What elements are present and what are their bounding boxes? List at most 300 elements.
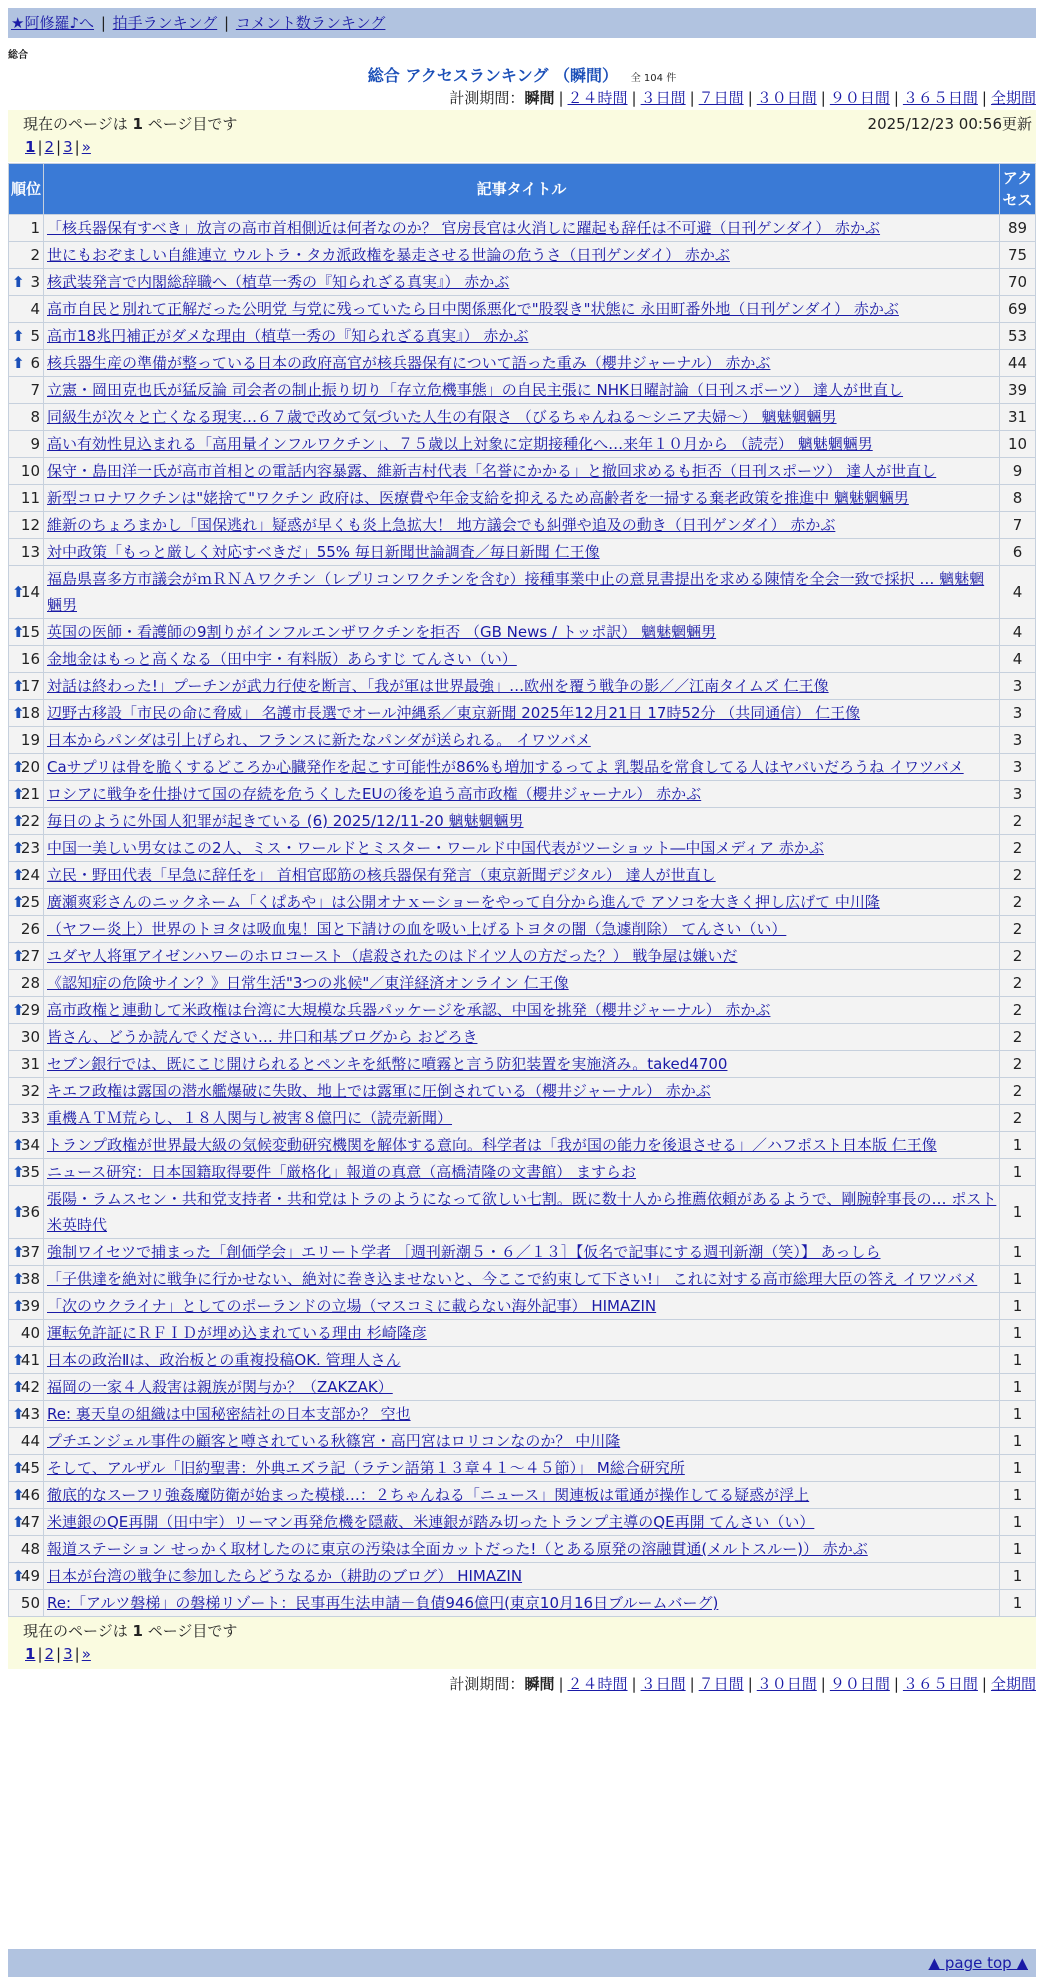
table-row <box>9 1186 1036 1239</box>
next-page-link[interactable]: » <box>81 1645 91 1663</box>
article-title-link[interactable]: Re:「アルツ磐梯」の磐梯リゾート：民事再生法申請－負債946億円(東京10月16日ブルームバーグ) <box>47 1594 719 1612</box>
rank-number: 2 <box>30 246 40 264</box>
rank-number: 17 <box>20 677 40 695</box>
rank-number: 12 <box>20 516 40 534</box>
title-cell <box>44 1293 1000 1320</box>
rank-number: 39 <box>20 1297 40 1315</box>
rank-cell <box>9 889 44 916</box>
rank-cell <box>9 431 44 458</box>
up-arrow-icon: ⬆ <box>12 947 25 965</box>
rank-cell <box>9 781 44 808</box>
table-row <box>9 458 1036 485</box>
title-cell <box>44 727 1000 754</box>
period-separator: | <box>981 1675 987 1693</box>
rank-cell <box>9 646 44 673</box>
access-count: 1 <box>1000 1428 1036 1455</box>
rank-number: 45 <box>20 1459 40 1477</box>
table-row <box>9 377 1036 404</box>
article-title-link[interactable]: 高市18兆円補正がダメな理由（植草一秀の『知られざる真実』） 赤かぶ <box>47 327 529 345</box>
up-arrow-icon: ⬆ <box>12 354 25 372</box>
period-selector-top <box>449 87 1036 108</box>
article-title-link[interactable]: 強制ワイセツで捕まった「創価学会」エリート学者 ［週刊新潮５・６／１３］【仮名で記事にする週刊新潮（笑）】 あっしら <box>47 1243 881 1261</box>
rank-number: 16 <box>20 650 40 668</box>
up-arrow-icon: ⬆ <box>12 785 25 803</box>
rank-cell <box>9 835 44 862</box>
table-row <box>9 1078 1036 1105</box>
up-arrow-icon: ⬆ <box>12 1513 25 1531</box>
access-count: 1 <box>1000 1239 1036 1266</box>
article-title-link[interactable]: トランプ政権が世界最大級の気候変動研究機関を解体する意向。科学者は「我が国の能力を後退させる」／ハフポスト日本版 仁王像 <box>47 1136 937 1154</box>
access-count: 7 <box>1000 512 1036 539</box>
article-title-link[interactable]: プチエンジェル事件の顧客と噂されている秋篠宮・高円宮はロリコンなのか？ 中川隆 <box>47 1432 621 1450</box>
access-count: 39 <box>1000 377 1036 404</box>
title-cell <box>44 619 1000 646</box>
rank-number: 46 <box>20 1486 40 1504</box>
table-row <box>9 943 1036 970</box>
title-cell <box>44 700 1000 727</box>
page-link[interactable]: 2 <box>44 138 55 156</box>
rank-number: 14 <box>20 583 40 601</box>
applause-ranking-link[interactable]: 拍手ランキング <box>112 14 218 32</box>
page-separator: | <box>74 1645 80 1663</box>
title-cell <box>44 458 1000 485</box>
comment-ranking-link[interactable]: コメント数ランキング <box>235 14 386 32</box>
rank-cell <box>9 673 44 700</box>
article-title-link[interactable]: キエフ政権は露国の潜水艦爆破に失敗、地上では露軍に圧倒されている（櫻井ジャーナル） 赤かぶ <box>47 1082 711 1100</box>
up-arrow-icon: ⬆ <box>12 273 25 291</box>
access-count: 1 <box>1000 1509 1036 1536</box>
access-count: 4 <box>1000 566 1036 619</box>
table-row <box>9 970 1036 997</box>
table-row <box>9 916 1036 943</box>
access-count: 2 <box>1000 943 1036 970</box>
article-title-link[interactable]: 徹底的なスーフリ強姦魔防衛が始まった模様…：２ちゃんねる「ニュース」関連板は電通が操作してる疑惑が浮上 <box>47 1486 810 1504</box>
period-current: 瞬間 <box>524 89 555 107</box>
article-title-link[interactable]: 対中政策「もっと厳しく対応すべきだ」55% 毎日新聞世論調査／毎日新聞 仁王像 <box>47 543 600 561</box>
period-separator: | <box>689 1675 695 1693</box>
article-title-link[interactable]: 日本の政治Ⅱは、政治板との重複投稿OK. 管理人さん <box>47 1351 401 1369</box>
access-count: 75 <box>1000 242 1036 269</box>
article-title-link[interactable]: 対話は終わった!」プーチンが武力行使を断言、「我が軍は世界最強」…欧州を覆う戦争の影／／江南タイムズ 仁王像 <box>47 677 829 695</box>
page-separator: | <box>74 138 80 156</box>
rank-number: 49 <box>20 1567 40 1585</box>
rank-column-header: 順位 <box>9 164 44 215</box>
article-title-link[interactable]: 立憲・岡田克也氏が猛反論 司会者の制止振り切り「存立危機事態」の自民主張に NHK日曜討論（日刊スポーツ） 達人が世直し <box>47 381 904 399</box>
page-status-suffix: ページ目です <box>142 1622 238 1640</box>
up-arrow-icon: ⬆ <box>12 758 25 776</box>
title-cell <box>44 889 1000 916</box>
period-separator: | <box>747 1675 753 1693</box>
article-title-link[interactable]: 福島県喜多方市議会がｍＲＮＡワクチン（レプリコンワクチンを含む）接種事業中止の意見書提出を求める陳情を全会一致で採択 … 魑魅魍魎男 <box>47 570 985 614</box>
table-row <box>9 566 1036 619</box>
access-count: 2 <box>1000 970 1036 997</box>
article-title-link[interactable]: 廣瀬爽彩さんのニックネーム「くぱあや」は公開オナｘーショーをやって自分から進んで アソコを大きく押し広げて 中川隆 <box>47 893 880 911</box>
title-cell <box>44 781 1000 808</box>
top-nav-bar <box>8 8 1036 38</box>
period-option-link[interactable]: ３０日間 <box>756 1675 817 1693</box>
title-cell <box>44 539 1000 566</box>
rank-cell <box>9 485 44 512</box>
period-separator: | <box>558 89 564 107</box>
rank-cell <box>9 1509 44 1536</box>
period-separator: | <box>558 1675 564 1693</box>
rank-cell <box>9 916 44 943</box>
article-title-link[interactable]: 「核兵器保有すべき」放言の高市首相側近は何者なのか？ 官房長官は火消しに躍起も辞任は不可避（日刊ゲンダイ） 赤かぶ <box>47 219 881 237</box>
page-separator: | <box>37 1645 43 1663</box>
article-title-link[interactable]: 皆さん、どうか読んでください… 井口和基ブログから おどろき <box>47 1028 478 1046</box>
table-row <box>9 808 1036 835</box>
table-row <box>9 1024 1036 1051</box>
rank-number: 35 <box>20 1163 40 1181</box>
access-count: 1 <box>1000 1482 1036 1509</box>
up-arrow-icon: ⬆ <box>12 1378 25 1396</box>
article-title-link[interactable]: 毎日のように外国人犯罪が起きている (6) 2025/12/11-20 魑魅魍魎男 <box>47 812 524 830</box>
article-title-link[interactable]: 立民・野田代表「早急に辞任を」 首相官邸筋の核兵器保有発言（東京新聞デジタル） 達人が世直し <box>47 866 716 884</box>
nav-separator: | <box>224 14 230 32</box>
rank-number: 28 <box>20 974 40 992</box>
rank-cell <box>9 997 44 1024</box>
up-arrow-icon: ⬆ <box>12 812 25 830</box>
article-title-link[interactable]: 張陽・ラムスセン・共和党支持者・共和党はトラのようになって欲しい七割。既に数十人から推薦依頼があるようで、剛腕幹事長の… ポスト米英時代 <box>47 1190 997 1234</box>
rank-number: 9 <box>30 435 40 453</box>
access-count: 1 <box>1000 1159 1036 1186</box>
table-row <box>9 539 1036 566</box>
up-arrow-icon: ⬆ <box>12 1351 25 1369</box>
rank-cell <box>9 1401 44 1428</box>
access-count: 1 <box>1000 1455 1036 1482</box>
asyura-home-link[interactable]: ★阿修羅♪へ <box>11 14 95 32</box>
rank-number: 21 <box>20 785 40 803</box>
access-count: 1 <box>1000 1374 1036 1401</box>
article-title-link[interactable]: 重機ＡＴＭ荒らし、１８人関与し被害８億円に（読売新聞） <box>47 1109 453 1127</box>
period-option-link[interactable]: ９０日間 <box>829 89 890 107</box>
article-title-link[interactable]: 運転免許証にＲＦＩＤが埋め込まれている理由 杉崎隆彦 <box>47 1324 427 1342</box>
period-option-link[interactable]: ７日間 <box>698 1675 744 1693</box>
rank-cell <box>9 1186 44 1239</box>
rank-cell <box>9 1320 44 1347</box>
title-cell <box>44 1455 1000 1482</box>
title-cell <box>44 215 1000 242</box>
page-link[interactable]: 3 <box>63 138 73 156</box>
page-top-link[interactable]: ▲ page top ▲ <box>928 1954 1028 1972</box>
access-count: 2 <box>1000 1051 1036 1078</box>
article-title-link[interactable]: 高市政権と連動して米政権は台湾に大規模な兵器パッケージを承認、中国を挑発（櫻井ジャーナル） 赤かぶ <box>47 1001 771 1019</box>
title-cell <box>44 943 1000 970</box>
rank-cell <box>9 700 44 727</box>
title-cell <box>44 431 1000 458</box>
footer-bar <box>8 1949 1036 1977</box>
title-cell <box>44 350 1000 377</box>
rank-cell <box>9 296 44 323</box>
period-option-link[interactable]: ３０日間 <box>756 89 817 107</box>
table-row <box>9 1428 1036 1455</box>
up-arrow-icon: ⬆ <box>12 1405 25 1423</box>
up-arrow-icon: ⬆ <box>12 1203 25 1221</box>
period-option-link[interactable]: ２４時間 <box>567 1675 628 1693</box>
title-cell <box>44 997 1000 1024</box>
title-column-header: 記事タイトル <box>44 164 1000 215</box>
article-title-link[interactable]: ユダヤ人将軍アイゼンハワーのホロコースト（虐殺されたのはドイツ人の方だった？） 戦争屋は嫌いだ <box>47 947 738 965</box>
access-count: 69 <box>1000 296 1036 323</box>
up-arrow-icon: ⬆ <box>12 704 25 722</box>
period-option-link[interactable]: ９０日間 <box>829 1675 890 1693</box>
next-page-link[interactable]: » <box>81 138 91 156</box>
table-row <box>9 1482 1036 1509</box>
table-row <box>9 350 1036 377</box>
period-option-link[interactable]: ２４時間 <box>567 89 628 107</box>
period-option-link[interactable]: ３６５日間 <box>902 89 978 107</box>
access-count: 2 <box>1000 835 1036 862</box>
table-row <box>9 1159 1036 1186</box>
rank-number: 25 <box>20 893 40 911</box>
rank-cell <box>9 1536 44 1563</box>
rank-number: 13 <box>20 543 40 561</box>
period-separator: | <box>893 89 899 107</box>
rank-cell <box>9 1482 44 1509</box>
current-page-number: 1 <box>132 1622 143 1640</box>
page-status-prefix: 現在のページは <box>23 1622 133 1640</box>
rank-number: 31 <box>20 1055 40 1073</box>
period-label: 計測期間： <box>449 1675 525 1693</box>
rank-number: 32 <box>20 1082 40 1100</box>
title-cell <box>44 1374 1000 1401</box>
table-row <box>9 862 1036 889</box>
up-arrow-icon: ⬆ <box>12 1243 25 1261</box>
period-selector-bottom <box>449 1673 1036 1694</box>
rank-number: 4 <box>30 300 40 318</box>
access-count: 1 <box>1000 1186 1036 1239</box>
period-option-link[interactable]: ３日間 <box>640 89 686 107</box>
period-separator: | <box>981 89 987 107</box>
table-row <box>9 1347 1036 1374</box>
up-arrow-icon: ⬆ <box>12 623 25 641</box>
page-link[interactable]: 1 <box>25 138 36 156</box>
table-row <box>9 431 1036 458</box>
up-arrow-icon: ⬆ <box>12 1486 25 1504</box>
up-arrow-icon: ⬆ <box>12 1297 25 1315</box>
article-title-link[interactable]: 金地金はもっと高くなる（田中宇・有料版）あらすじ てんさい（い） <box>47 650 517 668</box>
rank-number: 47 <box>20 1513 40 1531</box>
article-title-link[interactable]: そして、アルザル「旧約聖書：外典エズラ記（ラテン語第１３章４１～４５節）」 M総合研究所 <box>47 1459 685 1477</box>
article-title-link[interactable]: ロシアに戦争を仕掛けて国の存続を危うくしたEUの後を追う高市政権（櫻井ジャーナル） 赤かぶ <box>47 785 702 803</box>
rank-cell <box>9 1347 44 1374</box>
rank-cell <box>9 1078 44 1105</box>
period-separator: | <box>631 1675 637 1693</box>
access-count: 1 <box>1000 1536 1036 1563</box>
access-count: 1 <box>1000 1293 1036 1320</box>
current-page-number: 1 <box>132 115 143 133</box>
ranking-table <box>8 163 1036 1617</box>
rank-cell <box>9 1266 44 1293</box>
article-title-link[interactable]: 核兵器生産の準備が整っている日本の政府高官が核兵器保有について語った重み（櫻井ジャーナル） 赤かぶ <box>47 354 771 372</box>
table-row <box>9 1401 1036 1428</box>
article-title-link[interactable]: 報道ステーション せっかく取材したのに東京の汚染は全面カットだった!（とある原発の溶融貫通(メルトスルー)） 赤かぶ <box>47 1540 868 1558</box>
article-title-link[interactable]: Caサプリは骨を脆くするどころか心臓発作を起こす可能性が86%も増加するってよ 乳製品を常食してる人はヤバいだろうね イワツバメ <box>47 758 964 776</box>
table-row <box>9 1293 1036 1320</box>
article-title-link[interactable]: 新型コロナワクチンは"姥捨て"ワクチン 政府は、医療費や年金支給を抑えるため高齢者を一掃する棄老政策を推進中 魑魅魍魎男 <box>47 489 909 507</box>
article-title-link[interactable]: 高市自民と別れて正解だった公明党 与党に残っていたら日中関係悪化で"股裂き"状態に 永田町番外地（日刊ゲンダイ） 赤かぶ <box>47 300 899 318</box>
article-title-link[interactable]: ニュース研究：日本国籍取得要件「厳格化」報道の真意（高橋清隆の文書館） ますらお <box>47 1163 637 1181</box>
article-title-link[interactable]: 日本が台湾の戦争に参加したらどうなるか（耕助のブログ） HIMAZIN <box>47 1567 523 1585</box>
page-status-suffix: ページ目です <box>142 115 238 133</box>
title-cell <box>44 1401 1000 1428</box>
table-row <box>9 242 1036 269</box>
access-count: 89 <box>1000 215 1036 242</box>
rank-cell <box>9 1374 44 1401</box>
rank-cell <box>9 1159 44 1186</box>
title-cell <box>44 1186 1000 1239</box>
access-count: 1 <box>1000 1132 1036 1159</box>
access-count: 9 <box>1000 458 1036 485</box>
rank-cell <box>9 350 44 377</box>
title-cell <box>44 835 1000 862</box>
article-title-link[interactable]: 日本からパンダは引上げられ、フランスに新たなパンダが送られる。 イワツバメ <box>47 731 591 749</box>
table-row <box>9 889 1036 916</box>
period-option-link[interactable]: 全期間 <box>990 89 1036 107</box>
period-option-link[interactable]: 全期間 <box>990 1675 1036 1693</box>
title-cell <box>44 1428 1000 1455</box>
nav-separator: | <box>100 14 106 32</box>
period-option-link[interactable]: ７日間 <box>698 89 744 107</box>
table-row <box>9 727 1036 754</box>
table-header-row <box>9 164 1036 215</box>
article-title-link[interactable]: 「子供達を絶対に戦争に行かせない、絶対に巻き込ませないと、今ここで約束して下さい!」 これに対する高市総理大臣の答え イワツバメ <box>47 1270 978 1288</box>
article-title-link[interactable]: 高い有効性見込まれる「高用量インフルワクチン」、７５歳以上対象に定期接種化へ…来年１０月から （読売） 魑魅魍魎男 <box>47 435 873 453</box>
title-cell <box>44 377 1000 404</box>
title-cell <box>44 808 1000 835</box>
access-count: 1 <box>1000 1563 1036 1590</box>
page-link[interactable]: 3 <box>63 1645 73 1663</box>
access-count: 6 <box>1000 539 1036 566</box>
title-cell <box>44 1482 1000 1509</box>
rank-cell <box>9 1455 44 1482</box>
access-count: 2 <box>1000 1078 1036 1105</box>
access-count: 2 <box>1000 889 1036 916</box>
rank-cell <box>9 1563 44 1590</box>
access-count: 1 <box>1000 1347 1036 1374</box>
rank-number: 20 <box>20 758 40 776</box>
page-title: 総合 アクセスランキング （瞬間） <box>367 66 618 85</box>
rank-number: 33 <box>20 1109 40 1127</box>
title-cell <box>44 1590 1000 1617</box>
article-title-link[interactable]: 保守・島田洋一氏が高市首相との電話内容暴露、維新吉村代表「名誉にかかる」と撤回求めるも拒否（日刊スポーツ） 達人が世直し <box>47 462 937 480</box>
table-row <box>9 1320 1036 1347</box>
title-cell <box>44 1105 1000 1132</box>
access-count: 1 <box>1000 1401 1036 1428</box>
access-count: 2 <box>1000 808 1036 835</box>
table-row <box>9 1509 1036 1536</box>
rank-cell <box>9 1132 44 1159</box>
updated-timestamp: 2025/12/23 00:56更新 <box>867 115 1032 133</box>
rank-cell <box>9 1293 44 1320</box>
up-arrow-icon: ⬆ <box>12 677 25 695</box>
rank-number: 7 <box>30 381 40 399</box>
period-current: 瞬間 <box>524 1675 555 1693</box>
access-count: 2 <box>1000 997 1036 1024</box>
rank-number: 37 <box>20 1243 40 1261</box>
table-row <box>9 997 1036 1024</box>
title-cell <box>44 970 1000 997</box>
title-cell <box>44 1132 1000 1159</box>
table-row <box>9 754 1036 781</box>
title-cell <box>44 404 1000 431</box>
title-cell <box>44 754 1000 781</box>
rank-number: 36 <box>20 1203 40 1221</box>
title-cell <box>44 566 1000 619</box>
rank-number: 22 <box>20 812 40 830</box>
rank-cell <box>9 1239 44 1266</box>
rank-number: 5 <box>30 327 40 345</box>
rank-number: 27 <box>20 947 40 965</box>
article-title-link[interactable]: （ヤフー炎上）世界のトヨタは吸血鬼！国と下請けの血を吸い上げるトヨタの闇（急遽削除） てんさい（い） <box>47 920 787 938</box>
article-title-link[interactable]: 辺野古移設「市民の命に脅威」 名護市長選でオール沖縄系／東京新聞 2025年12月21日 17時52分 （共同通信） 仁王像 <box>47 704 861 722</box>
table-row <box>9 485 1036 512</box>
period-separator: | <box>747 89 753 107</box>
article-title-link[interactable]: 同級生が次々と亡くなる現実…６７歳で改めて気づいた人生の有限さ （びるちゃんねる～シニア夫婦～） 魑魅魍魎男 <box>47 408 837 426</box>
rank-number: 6 <box>30 354 40 372</box>
table-row <box>9 646 1036 673</box>
article-title-link[interactable]: 「次のウクライナ」としてのポーランドの立場（マスコミに載らない海外記事） HIMAZIN <box>47 1297 657 1315</box>
rank-cell <box>9 404 44 431</box>
rank-number: 8 <box>30 408 40 426</box>
table-row <box>9 512 1036 539</box>
table-row <box>9 781 1036 808</box>
article-title-link[interactable]: Re: 裏天皇の組織は中国秘密結社の日本支部か？ 空也 <box>47 1405 411 1423</box>
rank-number: 26 <box>20 920 40 938</box>
page-link[interactable]: 1 <box>25 1645 36 1663</box>
article-title-link[interactable]: 米連銀のQE再開（田中宇）リーマン再発危機を隠蔽、米連銀が踏み切ったトランプ主導のQE再開 てんさい（い） <box>47 1513 815 1531</box>
access-column-header: アクセス <box>1000 164 1036 215</box>
period-option-link[interactable]: ３６５日間 <box>902 1675 978 1693</box>
page-status <box>23 1620 1021 1643</box>
article-title-link[interactable]: セブン銀行では、既にこじ開けられるとペンキを紙幣に噴霧と言う防犯装置を実施済み。taked4700 <box>47 1055 728 1073</box>
rank-cell <box>9 1051 44 1078</box>
page-link[interactable]: 2 <box>44 1645 55 1663</box>
rank-number: 10 <box>20 462 40 480</box>
article-title-link[interactable]: 中国一美しい男女はこの2人、ミス・ワールドとミスター・ワールド中国代表がツーショット―中国メディア 赤かぶ <box>47 839 824 857</box>
rank-cell <box>9 808 44 835</box>
article-title-link[interactable]: 世にもおぞましい自維連立 ウルトラ・タカ派政権を暴走させる世論の危うさ（日刊ゲンダイ） 赤かぶ <box>47 246 730 264</box>
period-option-link[interactable]: ３日間 <box>640 1675 686 1693</box>
rank-number: 43 <box>20 1405 40 1423</box>
up-arrow-icon: ⬆ <box>12 1567 25 1585</box>
up-arrow-icon: ⬆ <box>12 327 25 345</box>
rank-number: 3 <box>30 273 40 291</box>
rank-cell <box>9 619 44 646</box>
article-title-link[interactable]: 福岡の一家４人殺害は親族が関与か？（ZAKZAK） <box>47 1378 393 1396</box>
rank-number: 1 <box>30 219 40 237</box>
access-count: 4 <box>1000 619 1036 646</box>
rank-cell <box>9 512 44 539</box>
article-title-link[interactable]: 核武装発言で内閣総辞職へ（植草一秀の『知られざる真実』） 赤かぶ <box>47 273 510 291</box>
rank-number: 38 <box>20 1270 40 1288</box>
rank-number: 19 <box>20 731 40 749</box>
article-title-link[interactable]: 《認知症の危険サイン？》日常生活"3つの兆候"／東洋経済オンライン 仁王像 <box>47 974 569 992</box>
table-row <box>9 1590 1036 1617</box>
table-row <box>9 1105 1036 1132</box>
title-cell <box>44 1536 1000 1563</box>
period-separator: | <box>820 89 826 107</box>
title-cell <box>44 1563 1000 1590</box>
title-cell <box>44 242 1000 269</box>
article-title-link[interactable]: 英国の医師・看護師の9割りがインフルエンザワクチンを拒否 （GB News / トッポ訳） 魑魅魍魎男 <box>47 623 717 641</box>
title-cell <box>44 1509 1000 1536</box>
article-title-link[interactable]: 維新のちょろまかし「国保逃れ」疑惑が早くも炎上急拡大！ 地方議会でも糾弾や追及の動き（日刊ゲンダイ） 赤かぶ <box>47 516 836 534</box>
up-arrow-icon: ⬆ <box>12 1163 25 1181</box>
up-arrow-icon: ⬆ <box>12 1001 25 1019</box>
access-count: 2 <box>1000 1024 1036 1051</box>
table-row <box>9 835 1036 862</box>
